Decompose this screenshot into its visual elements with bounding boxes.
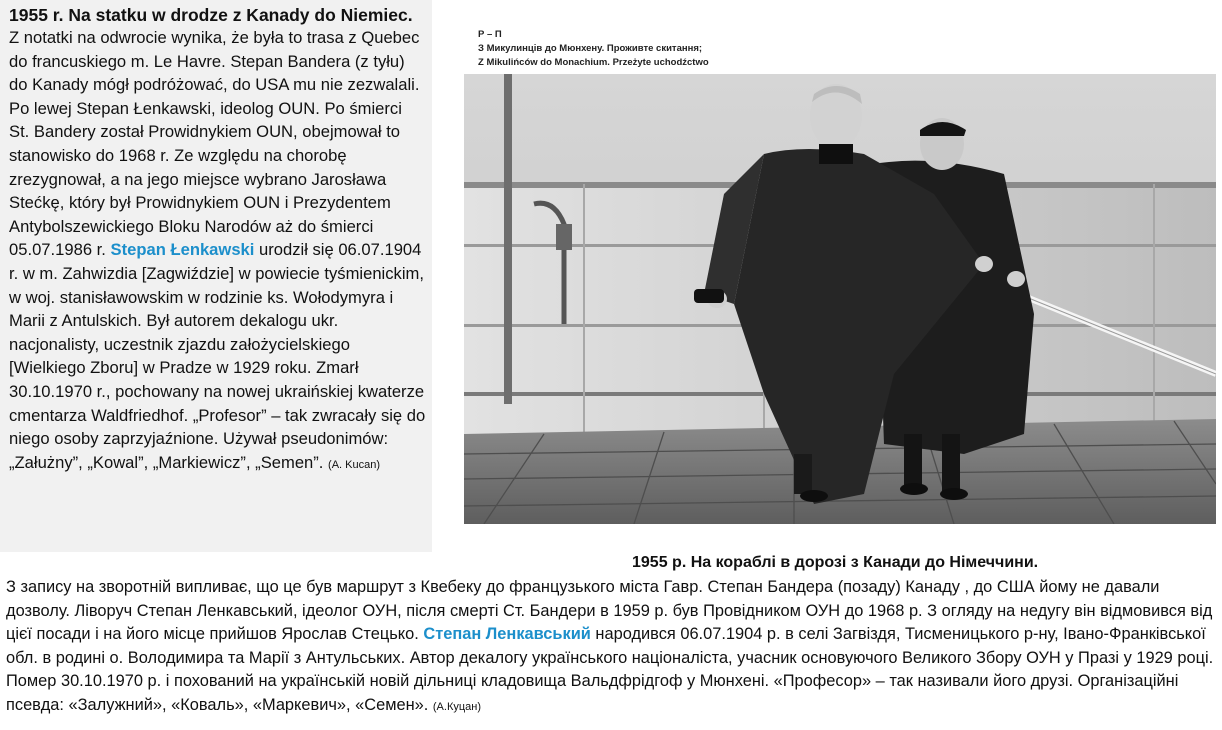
photo-note-line-2: З Микулинців до Мюнхену. Проживте скитання; (478, 43, 703, 54)
polish-title: 1955 r. Na statku w drodze z Kanady do Niemiec. (9, 5, 413, 25)
photo-note-line-3: Z Mikulińców do Monachium. Przeżyte uchodźctwo (478, 57, 709, 68)
ship-deck-photo (464, 74, 1216, 524)
polish-name-highlight: Stepan Łenkawski (110, 240, 255, 260)
ukrainian-caption: 1955 р. На кораблі в дорозі з Канади до Німеччини. (632, 554, 1039, 571)
ukrainian-body-part-2: народився 06.07.1904 р. в селі Загвіздя, Тисменицького р-ну, Івано-Франківської обл. в родині о. Володимира та Марії з Антульських. Автор декалогу українського націоналіста, учасник основуючого Великого Збору ОУН у Празі у 1929 році. Помер 30.10.1970 р. і похований на українській новій дільниці кладовища Вальдфрідгоф у Мюнхені. «Професор» – так називали його друзі. Організаційні псевда: «Залужний», «Коваль», «Маркевич», «Семен». (6, 625, 1214, 714)
photo-illustration (464, 74, 1216, 524)
polish-body (9, 26, 426, 477)
polish-description-panel (0, 0, 432, 552)
polish-body-part-1: Z notatki na odwrocie wynika, że była to trasa z Quebec do francuskiego m. Le Havre. Stepan Bandera (z tyłu) do Kanady mógł podróżować, do USA mu nie zezwalali. Po lewej Stepan Łenkawski, ideolog OUN. Po śmierci St. Bandery został Prowidnykiem OUN, obejmował to stanowisko do 1968 r. Ze względu na chorobę zrezygnował, a na jego miejsce wybrano Jarosława Stećkę, który był Prowidnykiem OUN i Prezydentem Antybolszewickiego Bloku Narodów aż do śmierci 05.07.1986 r. (9, 28, 420, 260)
ukrainian-name-highlight: Степан Ленкавський (423, 625, 591, 644)
polish-author: (A. Kucan) (328, 458, 380, 471)
polish-body-part-2: urodził się 06.07.1904 r. w m. Zahwizdia [Zagwiździe] w powiecie tyśmienickim, w woj. stanisławowskim w rodzinie ks. Wołodymyra i Marii z Antulskich. Był autorem dekalogu ukr. nacjonalisty, uczestnik zjazdu założycielskiego [Wielkiego Zboru] w Pradze w 1929 roku. Zmarł 30.10.1970 r., pochowany na nowej ukraińskiej kwaterze cmentarza Waldfriedhof. „Profesor” – tak zwracały się do niego osoby zaprzyjaźnione. Używał pseudonimów: „Załużny”, „Kowal”, „Markiewicz”, „Semen”. (9, 240, 426, 472)
photo-back-note (478, 28, 709, 70)
ukrainian-body-part-1: З запису на зворотній випливає, що це був маршрут з Квебеку до французького міста Гавр. Степан Бандера (позаду) Канаду , до США йому не давали дозволу. Ліворуч Степан Ленкавський, ідеолог ОУН, після смерті Ст. Бандери в 1959 р. був Провідником ОУН до 1968 р. З огляду на недугу він відмовився від цієї посади і на його місце прийшов Ярослав Стецько. (6, 578, 1213, 644)
ukrainian-author: (А.Куцан) (432, 700, 482, 713)
photo-note-line-1: Р – П (478, 29, 502, 40)
ukrainian-body (6, 576, 1218, 720)
